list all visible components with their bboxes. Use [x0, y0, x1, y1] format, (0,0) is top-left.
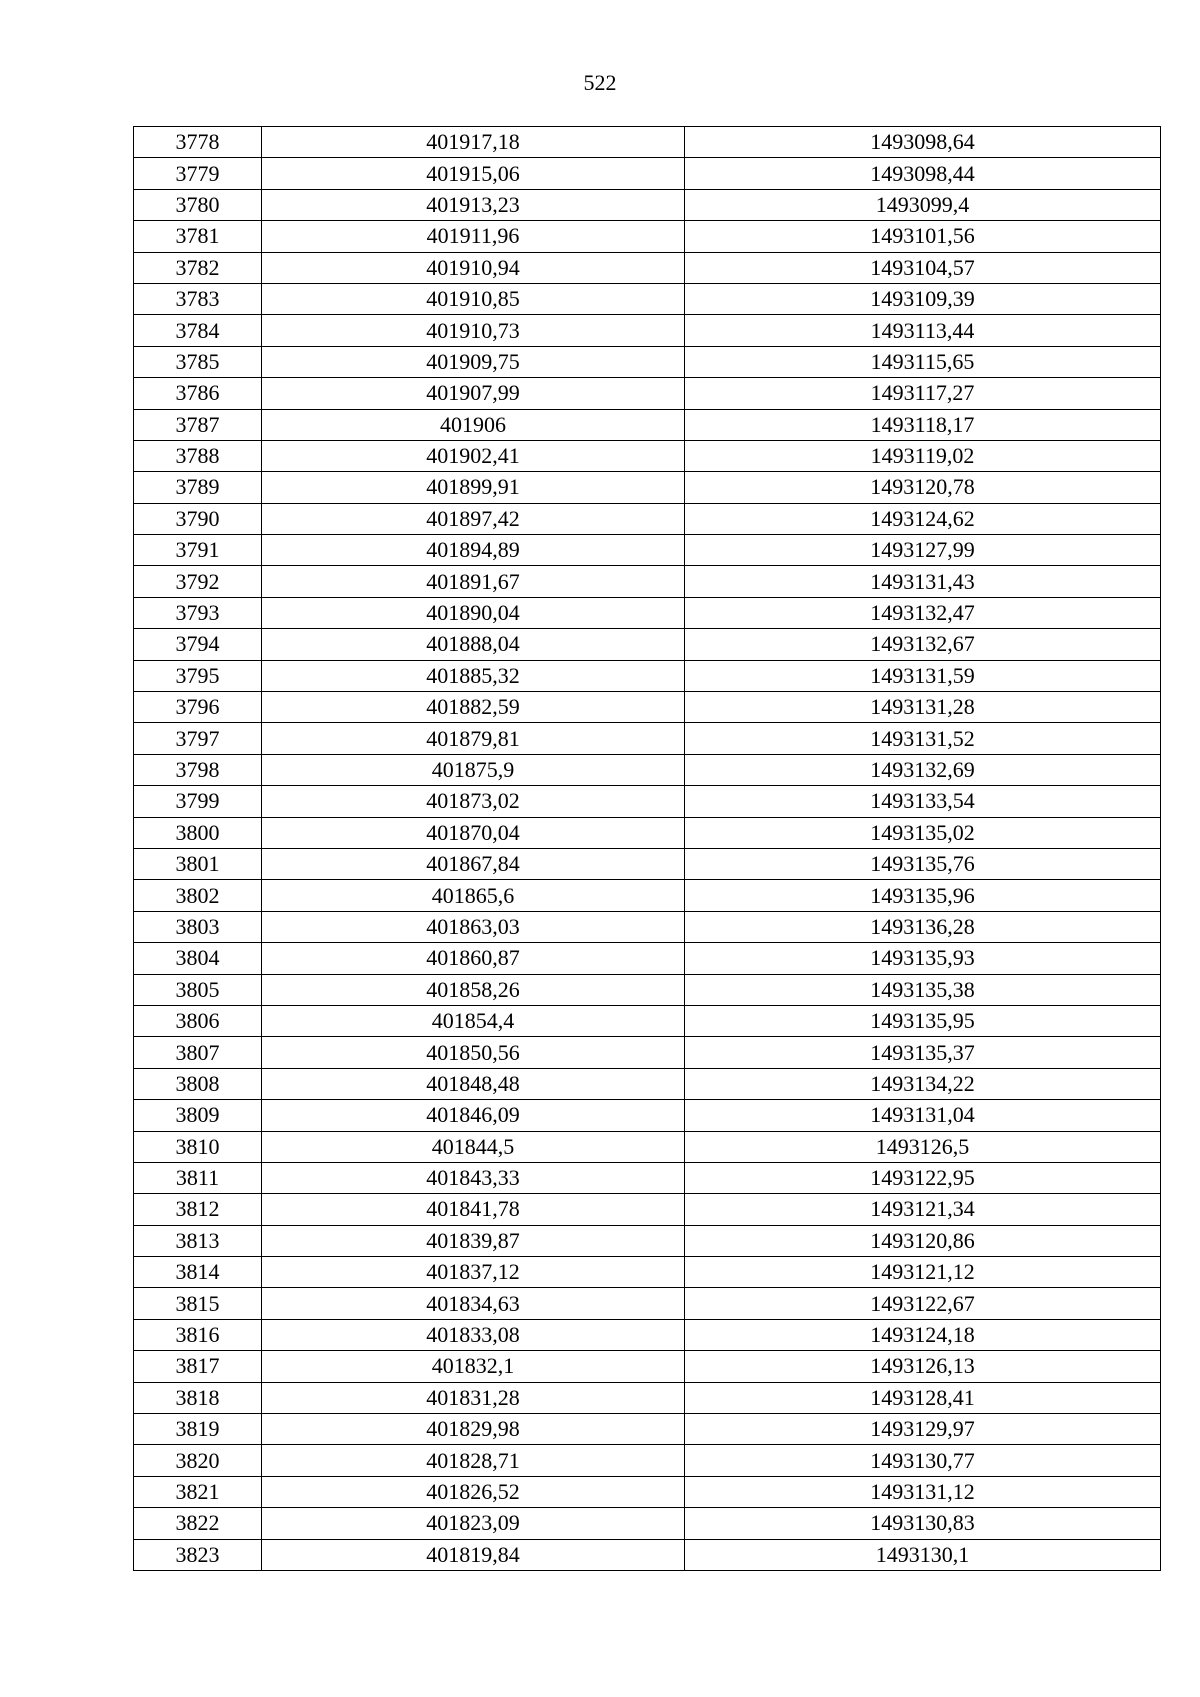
point-number-cell: 3822 — [134, 1508, 262, 1539]
table-row — [134, 817, 1161, 848]
point-number-cell: 3803 — [134, 911, 262, 942]
point-number-cell: 3809 — [134, 1100, 262, 1131]
point-number-cell: 3805 — [134, 974, 262, 1005]
table-row — [134, 1508, 1161, 1539]
point-number-cell: 3784 — [134, 315, 262, 346]
point-number-cell: 3793 — [134, 597, 262, 628]
y-coordinate-cell: 1493134,22 — [685, 1068, 1161, 1099]
y-coordinate-cell: 1493131,52 — [685, 723, 1161, 754]
x-coordinate-cell: 401875,9 — [262, 754, 685, 785]
point-number-cell: 3818 — [134, 1382, 262, 1413]
point-number-cell: 3782 — [134, 252, 262, 283]
point-number-cell: 3796 — [134, 692, 262, 723]
x-coordinate-cell: 401897,42 — [262, 503, 685, 534]
point-number-cell: 3783 — [134, 283, 262, 314]
point-number-cell: 3790 — [134, 503, 262, 534]
x-coordinate-cell: 401846,09 — [262, 1100, 685, 1131]
table-row — [134, 503, 1161, 534]
x-coordinate-cell: 401894,89 — [262, 535, 685, 566]
x-coordinate-cell: 401854,4 — [262, 1005, 685, 1036]
table-row — [134, 440, 1161, 471]
y-coordinate-cell: 1493124,62 — [685, 503, 1161, 534]
y-coordinate-cell: 1493131,28 — [685, 692, 1161, 723]
point-number-cell: 3813 — [134, 1225, 262, 1256]
y-coordinate-cell: 1493130,1 — [685, 1539, 1161, 1570]
point-number-cell: 3799 — [134, 786, 262, 817]
table-row — [134, 1100, 1161, 1131]
table-row — [134, 754, 1161, 785]
table-row — [134, 1539, 1161, 1570]
table-row — [134, 1194, 1161, 1225]
y-coordinate-cell: 1493122,67 — [685, 1288, 1161, 1319]
table-row — [134, 1131, 1161, 1162]
y-coordinate-cell: 1493098,64 — [685, 127, 1161, 158]
point-number-cell: 3795 — [134, 660, 262, 691]
table-row — [134, 346, 1161, 377]
y-coordinate-cell: 1493135,96 — [685, 880, 1161, 911]
x-coordinate-cell: 401910,85 — [262, 283, 685, 314]
y-coordinate-cell: 1493131,43 — [685, 566, 1161, 597]
x-coordinate-cell: 401839,87 — [262, 1225, 685, 1256]
x-coordinate-cell: 401899,91 — [262, 472, 685, 503]
table-row — [134, 1068, 1161, 1099]
table-row — [134, 127, 1161, 158]
y-coordinate-cell: 1493101,56 — [685, 221, 1161, 252]
table-row — [134, 315, 1161, 346]
y-coordinate-cell: 1493119,02 — [685, 440, 1161, 471]
table-row — [134, 378, 1161, 409]
point-number-cell: 3816 — [134, 1319, 262, 1350]
point-number-cell: 3817 — [134, 1351, 262, 1382]
table-row — [134, 1382, 1161, 1413]
y-coordinate-cell: 1493098,44 — [685, 158, 1161, 189]
y-coordinate-cell: 1493135,37 — [685, 1037, 1161, 1068]
x-coordinate-cell: 401915,06 — [262, 158, 685, 189]
y-coordinate-cell: 1493104,57 — [685, 252, 1161, 283]
y-coordinate-cell: 1493127,99 — [685, 535, 1161, 566]
y-coordinate-cell: 1493118,17 — [685, 409, 1161, 440]
y-coordinate-cell: 1493109,39 — [685, 283, 1161, 314]
y-coordinate-cell: 1493133,54 — [685, 786, 1161, 817]
point-number-cell: 3823 — [134, 1539, 262, 1570]
x-coordinate-cell: 401890,04 — [262, 597, 685, 628]
point-number-cell: 3820 — [134, 1445, 262, 1476]
y-coordinate-cell: 1493117,27 — [685, 378, 1161, 409]
table-row — [134, 629, 1161, 660]
y-coordinate-cell: 1493113,44 — [685, 315, 1161, 346]
point-number-cell: 3794 — [134, 629, 262, 660]
y-coordinate-cell: 1493122,95 — [685, 1162, 1161, 1193]
point-number-cell: 3802 — [134, 880, 262, 911]
y-coordinate-cell: 1493131,12 — [685, 1476, 1161, 1507]
point-number-cell: 3797 — [134, 723, 262, 754]
y-coordinate-cell: 1493126,13 — [685, 1351, 1161, 1382]
point-number-cell: 3815 — [134, 1288, 262, 1319]
x-coordinate-cell: 401873,02 — [262, 786, 685, 817]
x-coordinate-cell: 401882,59 — [262, 692, 685, 723]
coordinates-table-body — [134, 127, 1161, 1571]
x-coordinate-cell: 401867,84 — [262, 848, 685, 879]
x-coordinate-cell: 401860,87 — [262, 943, 685, 974]
y-coordinate-cell: 1493124,18 — [685, 1319, 1161, 1350]
y-coordinate-cell: 1493099,4 — [685, 189, 1161, 220]
x-coordinate-cell: 401833,08 — [262, 1319, 685, 1350]
x-coordinate-cell: 401906 — [262, 409, 685, 440]
y-coordinate-cell: 1493132,47 — [685, 597, 1161, 628]
point-number-cell: 3786 — [134, 378, 262, 409]
y-coordinate-cell: 1493135,76 — [685, 848, 1161, 879]
y-coordinate-cell: 1493135,38 — [685, 974, 1161, 1005]
table-row — [134, 1225, 1161, 1256]
table-row — [134, 535, 1161, 566]
x-coordinate-cell: 401910,73 — [262, 315, 685, 346]
point-number-cell: 3821 — [134, 1476, 262, 1507]
x-coordinate-cell: 401917,18 — [262, 127, 685, 158]
y-coordinate-cell: 1493120,78 — [685, 472, 1161, 503]
point-number-cell: 3808 — [134, 1068, 262, 1099]
x-coordinate-cell: 401885,32 — [262, 660, 685, 691]
x-coordinate-cell: 401888,04 — [262, 629, 685, 660]
table-row — [134, 1257, 1161, 1288]
table-row — [134, 283, 1161, 314]
x-coordinate-cell: 401858,26 — [262, 974, 685, 1005]
point-number-cell: 3812 — [134, 1194, 262, 1225]
point-number-cell: 3788 — [134, 440, 262, 471]
y-coordinate-cell: 1493132,67 — [685, 629, 1161, 660]
y-coordinate-cell: 1493121,12 — [685, 1257, 1161, 1288]
x-coordinate-cell: 401891,67 — [262, 566, 685, 597]
table-row — [134, 409, 1161, 440]
x-coordinate-cell: 401910,94 — [262, 252, 685, 283]
x-coordinate-cell: 401826,52 — [262, 1476, 685, 1507]
point-number-cell: 3792 — [134, 566, 262, 597]
table-row — [134, 974, 1161, 1005]
table-row — [134, 1414, 1161, 1445]
table-row — [134, 1445, 1161, 1476]
table-row — [134, 252, 1161, 283]
table-row — [134, 158, 1161, 189]
point-number-cell: 3804 — [134, 943, 262, 974]
table-row — [134, 848, 1161, 879]
x-coordinate-cell: 401913,23 — [262, 189, 685, 220]
y-coordinate-cell: 1493128,41 — [685, 1382, 1161, 1413]
point-number-cell: 3785 — [134, 346, 262, 377]
point-number-cell: 3807 — [134, 1037, 262, 1068]
table-row — [134, 943, 1161, 974]
table-row — [134, 472, 1161, 503]
table-row — [134, 1288, 1161, 1319]
table-row — [134, 1351, 1161, 1382]
table-row — [134, 1005, 1161, 1036]
table-row — [134, 566, 1161, 597]
x-coordinate-cell: 401911,96 — [262, 221, 685, 252]
point-number-cell: 3819 — [134, 1414, 262, 1445]
y-coordinate-cell: 1493131,04 — [685, 1100, 1161, 1131]
x-coordinate-cell: 401828,71 — [262, 1445, 685, 1476]
x-coordinate-cell: 401832,1 — [262, 1351, 685, 1382]
x-coordinate-cell: 401850,56 — [262, 1037, 685, 1068]
x-coordinate-cell: 401843,33 — [262, 1162, 685, 1193]
table-row — [134, 221, 1161, 252]
y-coordinate-cell: 1493129,97 — [685, 1414, 1161, 1445]
y-coordinate-cell: 1493135,93 — [685, 943, 1161, 974]
x-coordinate-cell: 401844,5 — [262, 1131, 685, 1162]
point-number-cell: 3779 — [134, 158, 262, 189]
x-coordinate-cell: 401863,03 — [262, 911, 685, 942]
x-coordinate-cell: 401848,48 — [262, 1068, 685, 1099]
y-coordinate-cell: 1493132,69 — [685, 754, 1161, 785]
x-coordinate-cell: 401837,12 — [262, 1257, 685, 1288]
point-number-cell: 3811 — [134, 1162, 262, 1193]
y-coordinate-cell: 1493120,86 — [685, 1225, 1161, 1256]
page-number: 522 — [583, 70, 617, 95]
table-row — [134, 1037, 1161, 1068]
table-row — [134, 660, 1161, 691]
point-number-cell: 3789 — [134, 472, 262, 503]
point-number-cell: 3787 — [134, 409, 262, 440]
x-coordinate-cell: 401841,78 — [262, 1194, 685, 1225]
x-coordinate-cell: 401819,84 — [262, 1539, 685, 1570]
table-row — [134, 1476, 1161, 1507]
x-coordinate-cell: 401907,99 — [262, 378, 685, 409]
x-coordinate-cell: 401870,04 — [262, 817, 685, 848]
y-coordinate-cell: 1493131,59 — [685, 660, 1161, 691]
y-coordinate-cell: 1493135,02 — [685, 817, 1161, 848]
point-number-cell: 3780 — [134, 189, 262, 220]
point-number-cell: 3810 — [134, 1131, 262, 1162]
point-number-cell: 3798 — [134, 754, 262, 785]
point-number-cell: 3778 — [134, 127, 262, 158]
x-coordinate-cell: 401865,6 — [262, 880, 685, 911]
x-coordinate-cell: 401831,28 — [262, 1382, 685, 1413]
table-row — [134, 597, 1161, 628]
point-number-cell: 3781 — [134, 221, 262, 252]
y-coordinate-cell: 1493130,83 — [685, 1508, 1161, 1539]
table-row — [134, 911, 1161, 942]
y-coordinate-cell: 1493115,65 — [685, 346, 1161, 377]
table-row — [134, 723, 1161, 754]
point-number-cell: 3801 — [134, 848, 262, 879]
table-row — [134, 786, 1161, 817]
point-number-cell: 3800 — [134, 817, 262, 848]
table-row — [134, 1162, 1161, 1193]
x-coordinate-cell: 401829,98 — [262, 1414, 685, 1445]
x-coordinate-cell: 401823,09 — [262, 1508, 685, 1539]
y-coordinate-cell: 1493135,95 — [685, 1005, 1161, 1036]
point-number-cell: 3791 — [134, 535, 262, 566]
table-row — [134, 189, 1161, 220]
y-coordinate-cell: 1493126,5 — [685, 1131, 1161, 1162]
coordinates-table — [133, 126, 1161, 1571]
table-row — [134, 880, 1161, 911]
y-coordinate-cell: 1493136,28 — [685, 911, 1161, 942]
table-row — [134, 692, 1161, 723]
y-coordinate-cell: 1493121,34 — [685, 1194, 1161, 1225]
x-coordinate-cell: 401909,75 — [262, 346, 685, 377]
point-number-cell: 3806 — [134, 1005, 262, 1036]
y-coordinate-cell: 1493130,77 — [685, 1445, 1161, 1476]
x-coordinate-cell: 401902,41 — [262, 440, 685, 471]
x-coordinate-cell: 401834,63 — [262, 1288, 685, 1319]
table-row — [134, 1319, 1161, 1350]
point-number-cell: 3814 — [134, 1257, 262, 1288]
x-coordinate-cell: 401879,81 — [262, 723, 685, 754]
